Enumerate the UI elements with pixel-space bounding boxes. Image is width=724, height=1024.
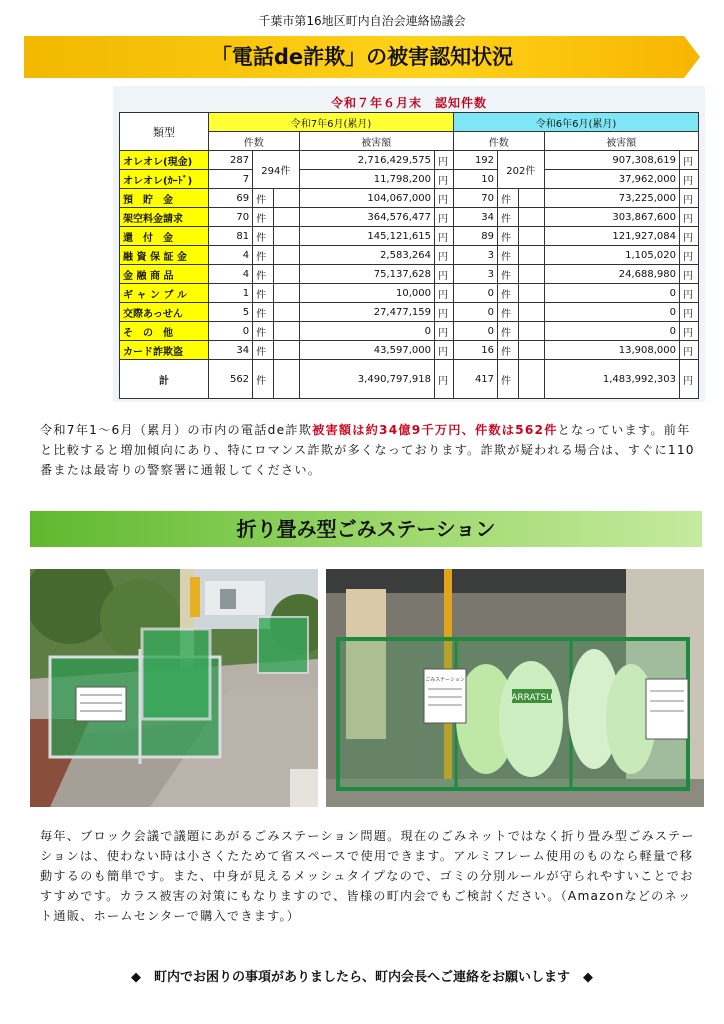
spacer-cell — [519, 360, 544, 399]
yen-unit: 円 — [680, 303, 699, 322]
yen-unit: 円 — [434, 341, 453, 360]
spacer-cell — [274, 208, 299, 227]
r7-amount: 43,597,000 — [299, 341, 434, 360]
spacer-cell — [519, 303, 544, 322]
r6-count: 70 — [453, 189, 497, 208]
count-unit: 件 — [498, 341, 519, 360]
summary-rest: となっています。前年と比較すると増加傾向にあり、特にロマンス詐欺が多くなっております。詐欺が疑われる場合は、すぐに110番または最寄りの警察署に通報してください。 — [40, 423, 695, 477]
yen-unit: 円 — [680, 208, 699, 227]
fraud-category: オレオレ(ｶｰﾄﾞ) — [120, 170, 209, 189]
r6-amount: 24,688,980 — [544, 265, 679, 284]
yen-unit: 円 — [434, 265, 453, 284]
r7-amount: 104,067,000 — [299, 189, 434, 208]
table-row — [120, 322, 699, 341]
r7-amount: 364,576,477 — [299, 208, 434, 227]
total-r6-count: 417 — [453, 360, 497, 399]
garbage-section-title: 折り畳み型ごみステーション — [236, 517, 496, 541]
yen-unit: 円 — [434, 170, 453, 189]
r6-count: 0 — [453, 322, 497, 341]
spacer-cell — [274, 322, 299, 341]
count-unit: 件 — [498, 189, 519, 208]
table-row — [120, 151, 699, 170]
yen-unit: 円 — [434, 303, 453, 322]
table-row — [120, 341, 699, 360]
r7-amount: 145,121,615 — [299, 227, 434, 246]
r6-amount: 1,105,020 — [544, 246, 679, 265]
r7-amount: 75,137,628 — [299, 265, 434, 284]
fraud-category: ギ ャ ン ブ ル — [120, 284, 209, 303]
spacer-cell — [274, 341, 299, 360]
r6-count: 0 — [453, 284, 497, 303]
count-unit: 件 — [498, 208, 519, 227]
spacer-cell — [274, 303, 299, 322]
count-unit: 件 — [498, 322, 519, 341]
yen-unit: 円 — [434, 284, 453, 303]
r6-amount: 0 — [544, 303, 679, 322]
banner-fold-decoration — [684, 36, 700, 57]
table-total-row — [120, 360, 699, 399]
summary-lead: 令和7年1～6月（累月）の市内の電話de詐欺 — [40, 423, 313, 437]
garbage-cage-illustration — [326, 569, 704, 807]
yen-unit: 円 — [680, 265, 699, 284]
organization-name: 千葉市第16地区町内自治会連絡協議会 — [258, 14, 466, 28]
r7-count: 70 — [209, 208, 253, 227]
fraud-section-banner — [24, 36, 700, 78]
table-caption: 令和７年６月末 認知件数 — [330, 96, 487, 110]
garbage-section-banner — [30, 511, 702, 547]
spacer-cell — [274, 227, 299, 246]
r6-oreore-subtotal: 202件 — [498, 151, 544, 189]
total-r7-count: 562 — [209, 360, 253, 399]
yen-unit: 円 — [680, 151, 699, 170]
yen-unit: 円 — [434, 208, 453, 227]
r7-count: 1 — [209, 284, 253, 303]
bag-brand-text: ARRATSU — [511, 693, 553, 703]
count-unit: 件 — [498, 265, 519, 284]
table-row — [120, 265, 699, 284]
r6-count: 89 — [453, 227, 497, 246]
r6-amount: 907,308,619 — [544, 151, 679, 170]
r6-amount: 303,867,600 — [544, 208, 679, 227]
fraud-category: 交際あっせん — [120, 303, 209, 322]
r7-amount: 27,477,159 — [299, 303, 434, 322]
yen-unit: 円 — [680, 189, 699, 208]
column-header-r7-amount: 被害額 — [299, 132, 453, 151]
r6-count: 192 — [453, 151, 497, 170]
yen-unit: 円 — [680, 227, 699, 246]
yen-unit: 円 — [680, 246, 699, 265]
count-unit: 件 — [253, 360, 274, 399]
yen-unit: 円 — [680, 360, 699, 399]
summary-highlight: 被害額は約34億9千万円、件数は562件 — [312, 423, 558, 437]
r6-count: 3 — [453, 246, 497, 265]
r7-count: 287 — [209, 151, 253, 170]
fraud-category: 還 付 金 — [120, 227, 209, 246]
r7-count: 69 — [209, 189, 253, 208]
garbage-station-paragraph: 毎年、ブロック会議で議題にあがるごみステーション問題。現在のごみネットではなく折り畳み型ごみステーションは、使わない時は小さくたためて省スペースで使用できます。アルミフレーム使用のものなら軽量で移動するのも簡単です。また、中身が見えるメッシュタイプなので、ゴミの分別ルールが守られやすいことでおすすめです。カラス被害の対策にもなりますので、皆様の町内会でもご検討ください。（Amazonなどのネット通販、ホームセンターで購入できます。） — [40, 829, 695, 923]
spacer-cell — [274, 360, 299, 399]
spacer-cell — [274, 189, 299, 208]
fraud-table-panel — [113, 86, 705, 402]
banner-fold-decoration — [684, 57, 700, 78]
yen-unit: 円 — [434, 322, 453, 341]
count-unit: 件 — [253, 284, 274, 303]
r7-amount: 2,583,264 — [299, 246, 434, 265]
yen-unit: 円 — [434, 227, 453, 246]
fraud-category: 金 融 商 品 — [120, 265, 209, 284]
fraud-section-title: 「電話de詐欺」の被害認知状況 — [210, 45, 514, 69]
count-unit: 件 — [253, 227, 274, 246]
count-unit: 件 — [498, 227, 519, 246]
r6-amount: 73,225,000 — [544, 189, 679, 208]
fraud-category: 架空料金請求 — [120, 208, 209, 227]
spacer-cell — [519, 227, 544, 246]
yen-unit: 円 — [680, 284, 699, 303]
r7-count: 81 — [209, 227, 253, 246]
table-row — [120, 246, 699, 265]
spacer-cell — [519, 208, 544, 227]
yen-unit: 円 — [434, 151, 453, 170]
column-header-r6-amount: 被害額 — [544, 132, 698, 151]
spacer-cell — [519, 341, 544, 360]
yen-unit: 円 — [680, 322, 699, 341]
column-header-r7-count: 件数 — [209, 132, 300, 151]
fraud-summary-paragraph — [40, 420, 700, 480]
spacer-cell — [519, 265, 544, 284]
spacer-cell — [519, 246, 544, 265]
station-sign-text: ごみステーション — [425, 677, 465, 683]
table-row — [120, 189, 699, 208]
r7-count: 34 — [209, 341, 253, 360]
fraud-category: カード詐欺盗 — [120, 341, 209, 360]
contact-note: ◆ 町内でお困りの事項がありましたら、町内会長へご連絡をお願いします ◆ — [131, 970, 593, 985]
count-unit: 件 — [498, 246, 519, 265]
r6-amount: 13,908,000 — [544, 341, 679, 360]
r7-count: 7 — [209, 170, 253, 189]
count-unit: 件 — [253, 189, 274, 208]
fraud-table-body — [120, 151, 699, 399]
spacer-cell — [519, 322, 544, 341]
fraud-category: 預 貯 金 — [120, 189, 209, 208]
r6-amount: 37,962,000 — [544, 170, 679, 189]
column-header-type: 類型 — [120, 113, 209, 151]
spacer-cell — [274, 265, 299, 284]
count-unit: 件 — [253, 303, 274, 322]
count-unit: 件 — [498, 303, 519, 322]
garbage-station-in-use-photo — [326, 569, 704, 807]
yen-unit: 円 — [680, 341, 699, 360]
r7-count: 4 — [209, 246, 253, 265]
r7-count: 4 — [209, 265, 253, 284]
table-row — [120, 227, 699, 246]
r7-amount: 10,000 — [299, 284, 434, 303]
yen-unit: 円 — [434, 246, 453, 265]
table-row — [120, 170, 699, 189]
spacer-cell — [519, 189, 544, 208]
yen-unit: 円 — [434, 360, 453, 399]
street-scene-illustration — [30, 569, 318, 807]
r7-oreore-subtotal: 294件 — [253, 151, 299, 189]
fraud-category: 融 資 保 証 金 — [120, 246, 209, 265]
column-header-r7-period: 令和7年6月(累月) — [209, 113, 454, 132]
r7-count: 0 — [209, 322, 253, 341]
count-unit: 件 — [253, 322, 274, 341]
column-header-r6-period: 令和6年6月(累月) — [453, 113, 698, 132]
count-unit: 件 — [253, 208, 274, 227]
column-header-r6-count: 件数 — [453, 132, 544, 151]
r6-amount: 121,927,084 — [544, 227, 679, 246]
count-unit: 件 — [253, 265, 274, 284]
spacer-cell — [519, 284, 544, 303]
fraud-category: オレオレ(現金) — [120, 151, 209, 170]
count-unit: 件 — [253, 341, 274, 360]
r7-amount: 2,716,429,575 — [299, 151, 434, 170]
yen-unit: 円 — [680, 170, 699, 189]
r6-count: 0 — [453, 303, 497, 322]
count-unit: 件 — [498, 360, 519, 399]
count-unit: 件 — [498, 284, 519, 303]
table-row — [120, 208, 699, 227]
r7-amount: 11,798,200 — [299, 170, 434, 189]
total-r7-amount: 3,490,797,918 — [299, 360, 434, 399]
r7-amount: 0 — [299, 322, 434, 341]
table-row — [120, 284, 699, 303]
r7-count: 5 — [209, 303, 253, 322]
yen-unit: 円 — [434, 189, 453, 208]
fraud-statistics-table — [119, 112, 699, 399]
spacer-cell — [274, 246, 299, 265]
fraud-category: そ の 他 — [120, 322, 209, 341]
spacer-cell — [274, 284, 299, 303]
r6-count: 16 — [453, 341, 497, 360]
total-label: 計 — [120, 360, 209, 399]
r6-count: 34 — [453, 208, 497, 227]
total-r6-amount: 1,483,992,303 — [544, 360, 679, 399]
table-row — [120, 303, 699, 322]
count-unit: 件 — [253, 246, 274, 265]
r6-amount: 0 — [544, 284, 679, 303]
r6-count: 10 — [453, 170, 497, 189]
folded-garbage-station-photo — [30, 569, 318, 807]
r6-amount: 0 — [544, 322, 679, 341]
r6-count: 3 — [453, 265, 497, 284]
